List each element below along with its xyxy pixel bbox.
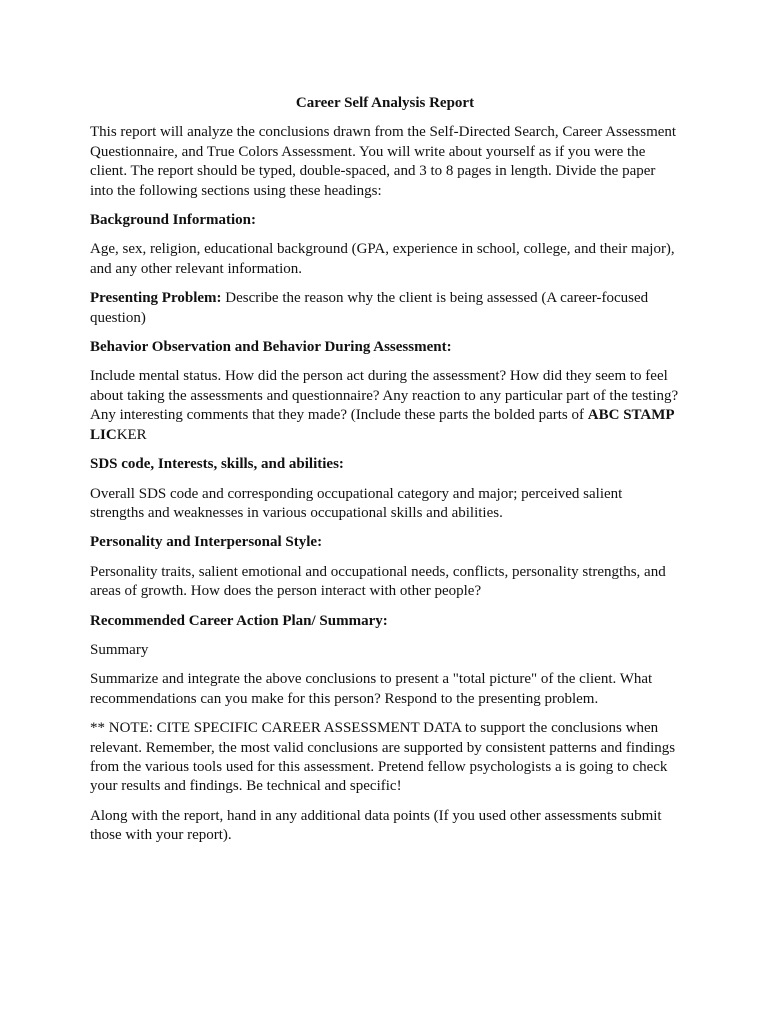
presenting-heading: Presenting Problem: [90, 290, 222, 307]
behavior-text: Include mental status. How did the person act during the assessment? How did they seem to feel about taking the assessments and questionnaire? Any reaction to any particular part of the testing? Any interesting comments that they made? (Include these parts the bolded parts of [90, 368, 679, 424]
behavior-bold-text: ABC STAMP LIC [90, 407, 674, 443]
recommended-subheading: Summary [90, 641, 149, 658]
closing-paragraph: Along with the report, hand in any additional data points (If you used other assessments submit those with your report). [90, 807, 662, 844]
document-title: Career Self Analysis Report [295, 95, 475, 111]
background-heading: Background Information: [90, 212, 256, 229]
sds-text: Overall SDS code and corresponding occupational category and major; perceived salient strengths and weaknesses in various occupational skills and abilities. [90, 485, 623, 521]
sds-heading: SDS code, Interests, skills, and abilities: [90, 456, 344, 473]
recommended-text: Summarize and integrate the above conclusions to present a "total picture" of the client. What recommendations can you make for this person? Respond to the presenting problem. [90, 671, 653, 707]
behavior-tail-text: KER [116, 426, 147, 443]
behavior-heading: Behavior Observation and Behavior During Assessment: [90, 339, 452, 356]
recommended-heading: Recommended Career Action Plan/ Summary: [90, 612, 388, 629]
note-paragraph: ** NOTE: CITE SPECIFIC CAREER ASSESSMENT DATA to support the conclusions when relevant. Remember, the most valid conclusions are supported by consistent patterns and findings from the various tools used for this assessment. Pretend fellow psychologists a is going to check your results and findings. Be technical and specific! [90, 720, 676, 795]
personality-heading: Personality and Interpersonal Style: [90, 534, 323, 551]
document-page [90, 94, 680, 856]
personality-text: Personality traits, salient emotional and occupational needs, conflicts, personality strengths, and areas of growth. How does the person interact with other people? [90, 563, 666, 600]
intro-paragraph: This report will analyze the conclusions drawn from the Self-Directed Search, Career Assessment Questionnaire, and True Colors Assessment. You will write about yourself as if you were the client. The report should be typed, double-spaced, and 3 to 8 pages in length. Divide the paper into the following sections using these headings: [90, 124, 677, 199]
presenting-paragraph [90, 289, 680, 328]
background-text: Age, sex, religion, educational background (GPA, experience in school, college, and their major), and any other relevant information. [90, 241, 675, 277]
behavior-paragraph [90, 367, 680, 445]
presenting-text: Describe the reason why the client is being assessed (A career-focused question) [90, 290, 649, 326]
